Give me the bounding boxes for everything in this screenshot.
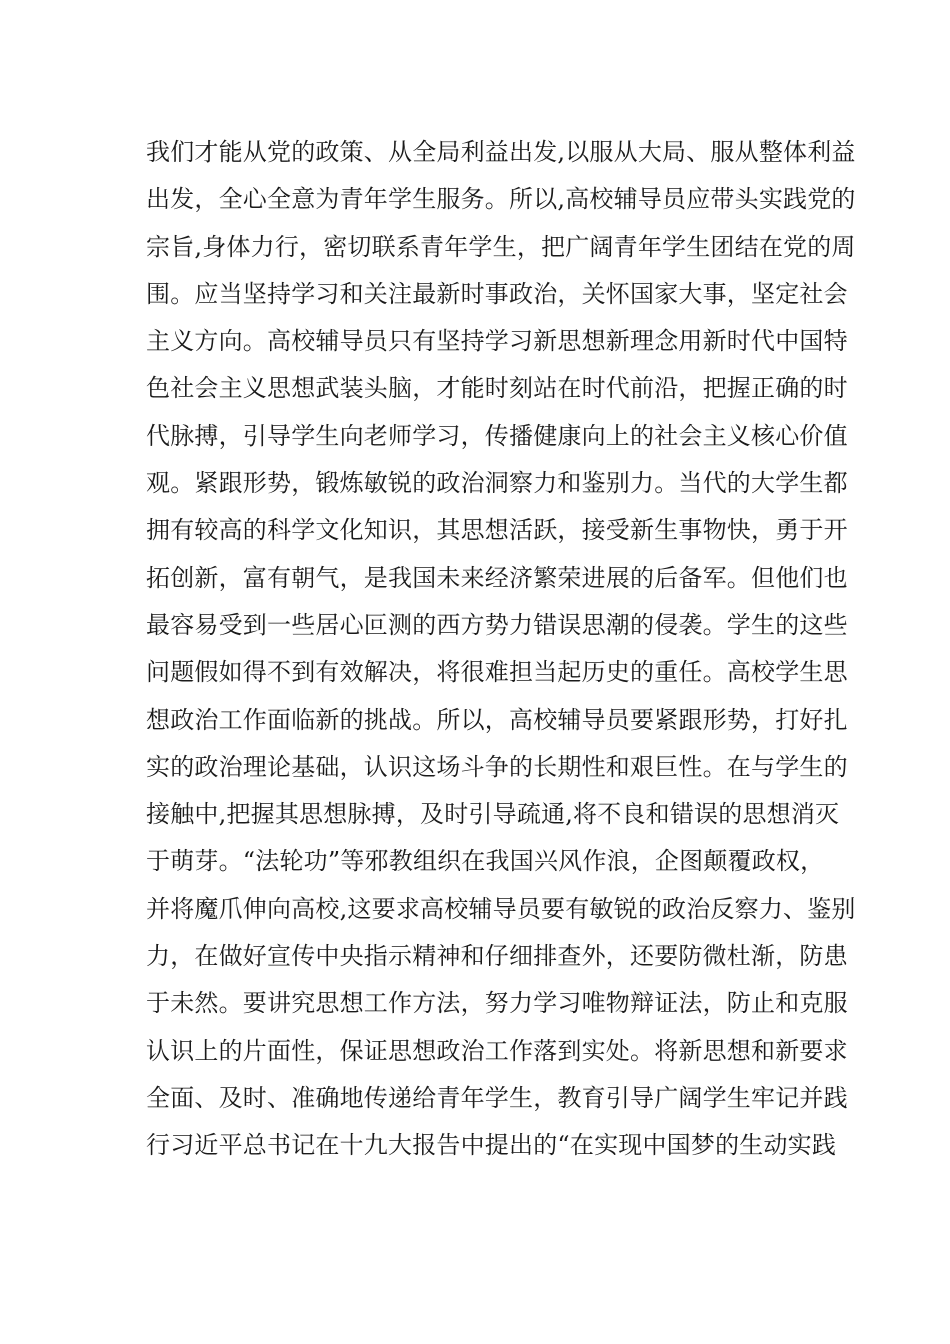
text-line: 最容易受到一些居心叵测的西方势力错误思潮的侵袭。学生的这些 bbox=[146, 610, 848, 639]
text-line: 拓创新，富有朝气，是我国未来经济繁荣进展的后备军。但他们也 bbox=[146, 563, 848, 592]
text-line: 拥有较高的科学文化知识，其思想活跃，接受新生事物快，勇于开 bbox=[146, 516, 848, 545]
text-line: 宗旨,身体力行，密切联系青年学生，把广阔青年学生团结在党的周 bbox=[146, 232, 856, 261]
body-text bbox=[146, 129, 856, 1170]
text-line: 力，在做好宣传中央指示精神和仔细排查外，还要防微杜渐，防患 bbox=[146, 942, 848, 971]
text-line: 问题假如得不到有效解决，将很难担当起历史的重任。高校学生思 bbox=[146, 658, 848, 687]
text-line: 代脉搏，引导学生向老师学习，传播健康向上的社会主义核心价值 bbox=[146, 421, 848, 450]
text-line: 全面、及时、准确地传递给青年学生，教育引导广阔学生牢记并践 bbox=[146, 1083, 848, 1112]
text-line: 接触中,把握其思想脉搏，及时引导疏通,将不良和错误的思想消灭 bbox=[146, 800, 840, 829]
text-line: 围。应当坚持学习和关注最新时事政治，关怀国家大事，坚定社会 bbox=[146, 279, 848, 308]
text-line: 实的政治理论基础，认识这场斗争的长期性和艰巨性。在与学生的 bbox=[146, 752, 848, 781]
text-line: 于未然。要讲究思想工作方法，努力学习唯物辩证法，防止和克服 bbox=[146, 989, 848, 1018]
text-line: 出发，全心全意为青年学生服务。所以,高校辅导员应带头实践党的 bbox=[146, 185, 856, 214]
text-line: 于萌芽。“法轮功”等邪教组织在我国兴风作浪，企图颠覆政权， bbox=[146, 847, 825, 876]
text-line: 观。紧跟形势，锻炼敏锐的政治洞察力和鉴别力。当代的大学生都 bbox=[146, 469, 848, 498]
text-line: 行习近平总书记在十九大报告中提出的“在实现中国梦的生动实践 bbox=[146, 1131, 837, 1160]
text-line: 想政治工作面临新的挑战。所以，高校辅导员要紧跟形势，打好扎 bbox=[146, 705, 848, 734]
text-line: 我们才能从党的政策、从全局利益出发,以服从大局、服从整体利益 bbox=[146, 138, 856, 166]
text-line: 主义方向。高校辅导员只有坚持学习新思想新理念用新时代中国特 bbox=[146, 327, 848, 356]
text-line: 认识上的片面性，保证思想政治工作落到实处。将新思想和新要求 bbox=[146, 1036, 848, 1065]
text-line: 色社会主义思想武装头脑，才能时刻站在时代前沿，把握正确的时 bbox=[146, 374, 848, 403]
text-line: 并将魔爪伸向高校,这要求高校辅导员要有敏锐的政治反察力、鉴别 bbox=[146, 894, 856, 923]
